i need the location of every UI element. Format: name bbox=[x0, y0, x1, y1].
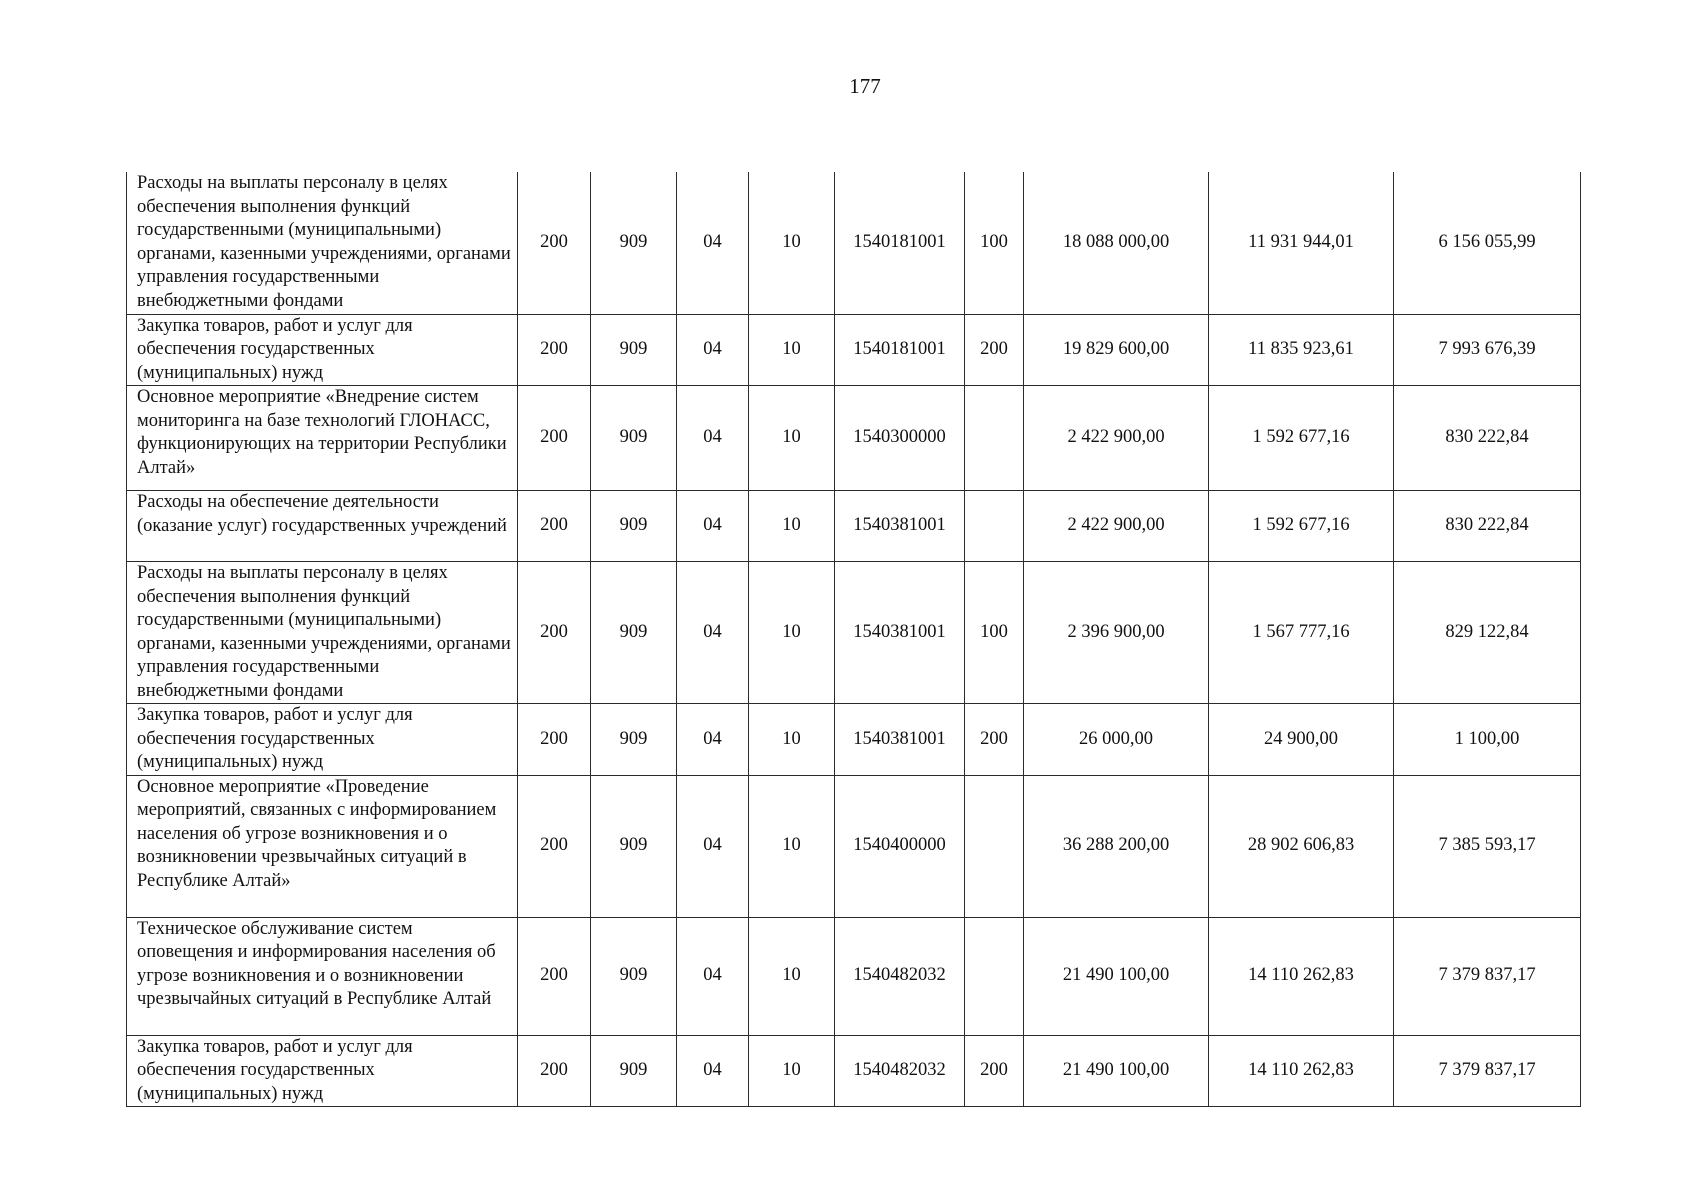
planned-amount-cell: 21 490 100,00 bbox=[1024, 1035, 1209, 1107]
table-row bbox=[127, 1035, 1581, 1107]
section-code-cell: 200 bbox=[518, 314, 591, 386]
description-text: Основное мероприятие «Проведение мероприятий, связанных с информированием населения об угрозе возникновения и о возникновении чрезвычайных ситуаций в Республике Алтай» bbox=[137, 776, 497, 891]
expense-type-cell: 100 bbox=[965, 562, 1024, 704]
table-row bbox=[127, 314, 1581, 386]
table-row bbox=[127, 704, 1581, 776]
chapter-code-cell: 04 bbox=[677, 314, 749, 386]
chapter-code-cell: 04 bbox=[677, 172, 749, 314]
description-text: Основное мероприятие «Внедрение систем мониторинга на базе технологий ГЛОНАСС, функционирующих на территории Республики Алтай» bbox=[137, 387, 507, 478]
executed-amount-cell: 1 567 777,16 bbox=[1209, 562, 1394, 704]
executed-amount-cell: 11 835 923,61 bbox=[1209, 314, 1394, 386]
section-code-cell: 200 bbox=[518, 1035, 591, 1107]
target-article-cell: 1540300000 bbox=[835, 386, 965, 491]
expense-type-cell: 200 bbox=[965, 314, 1024, 386]
executed-amount-cell: 14 110 262,83 bbox=[1209, 1035, 1394, 1107]
target-article-cell: 1540181001 bbox=[835, 172, 965, 314]
subsection-code-cell: 10 bbox=[749, 314, 835, 386]
ministry-code-cell: 909 bbox=[591, 775, 677, 917]
expense-type-cell bbox=[965, 386, 1024, 491]
section-code-cell: 200 bbox=[518, 386, 591, 491]
section-code-cell: 200 bbox=[518, 704, 591, 776]
executed-amount-cell: 24 900,00 bbox=[1209, 704, 1394, 776]
description-cell bbox=[127, 775, 518, 917]
target-article-cell: 1540400000 bbox=[835, 775, 965, 917]
planned-amount-cell: 19 829 600,00 bbox=[1024, 314, 1209, 386]
description-cell bbox=[127, 386, 518, 491]
section-code-cell: 200 bbox=[518, 562, 591, 704]
remaining-amount-cell: 1 100,00 bbox=[1394, 704, 1581, 776]
ministry-code-cell: 909 bbox=[591, 562, 677, 704]
remaining-amount-cell: 830 222,84 bbox=[1394, 491, 1581, 562]
planned-amount-cell: 2 422 900,00 bbox=[1024, 491, 1209, 562]
expense-type-cell bbox=[965, 917, 1024, 1035]
subsection-code-cell: 10 bbox=[749, 704, 835, 776]
subsection-code-cell: 10 bbox=[749, 491, 835, 562]
planned-amount-cell: 26 000,00 bbox=[1024, 704, 1209, 776]
target-article-cell: 1540381001 bbox=[835, 562, 965, 704]
description-text: Расходы на обеспечение деятельности (оказание услуг) государственных учреждений bbox=[137, 492, 507, 536]
description-cell bbox=[127, 917, 518, 1035]
planned-amount-cell: 2 396 900,00 bbox=[1024, 562, 1209, 704]
ministry-code-cell: 909 bbox=[591, 386, 677, 491]
subsection-code-cell: 10 bbox=[749, 917, 835, 1035]
description-cell bbox=[127, 172, 518, 314]
remaining-amount-cell: 7 379 837,17 bbox=[1394, 1035, 1581, 1107]
expense-type-cell bbox=[965, 775, 1024, 917]
executed-amount-cell: 28 902 606,83 bbox=[1209, 775, 1394, 917]
description-text: Расходы на выплаты персоналу в целях обеспечения выполнения функций государственными (муниципальными) органами, казенными учреждениями, органами управления государственными внебюджетными фондами bbox=[137, 173, 511, 311]
chapter-code-cell: 04 bbox=[677, 775, 749, 917]
section-code-cell: 200 bbox=[518, 491, 591, 562]
target-article-cell: 1540482032 bbox=[835, 917, 965, 1035]
page-number: 177 bbox=[849, 74, 881, 98]
chapter-code-cell: 04 bbox=[677, 562, 749, 704]
planned-amount-cell: 2 422 900,00 bbox=[1024, 386, 1209, 491]
description-text: Закупка товаров, работ и услуг для обеспечения государственных (муниципальных) нужд bbox=[137, 315, 413, 383]
budget-table bbox=[126, 172, 1581, 1107]
chapter-code-cell: 04 bbox=[677, 917, 749, 1035]
description-text: Техническое обслуживание систем оповещения и информирования населения об угрозе возникновения и о возникновении чрезвычайных ситуаций в Республике Алтай bbox=[137, 918, 496, 1009]
chapter-code-cell: 04 bbox=[677, 704, 749, 776]
ministry-code-cell: 909 bbox=[591, 314, 677, 386]
chapter-code-cell: 04 bbox=[677, 1035, 749, 1107]
subsection-code-cell: 10 bbox=[749, 172, 835, 314]
expense-type-cell bbox=[965, 491, 1024, 562]
planned-amount-cell: 18 088 000,00 bbox=[1024, 172, 1209, 314]
description-cell bbox=[127, 562, 518, 704]
executed-amount-cell: 14 110 262,83 bbox=[1209, 917, 1394, 1035]
budget-table-body bbox=[127, 172, 1581, 1107]
description-cell bbox=[127, 314, 518, 386]
remaining-amount-cell: 7 993 676,39 bbox=[1394, 314, 1581, 386]
planned-amount-cell: 21 490 100,00 bbox=[1024, 917, 1209, 1035]
table-row bbox=[127, 775, 1581, 917]
subsection-code-cell: 10 bbox=[749, 386, 835, 491]
subsection-code-cell: 10 bbox=[749, 562, 835, 704]
remaining-amount-cell: 6 156 055,99 bbox=[1394, 172, 1581, 314]
expense-type-cell: 100 bbox=[965, 172, 1024, 314]
section-code-cell: 200 bbox=[518, 172, 591, 314]
description-cell bbox=[127, 491, 518, 562]
target-article-cell: 1540181001 bbox=[835, 314, 965, 386]
table-row bbox=[127, 562, 1581, 704]
target-article-cell: 1540381001 bbox=[835, 491, 965, 562]
remaining-amount-cell: 7 379 837,17 bbox=[1394, 917, 1581, 1035]
description-cell bbox=[127, 704, 518, 776]
ministry-code-cell: 909 bbox=[591, 704, 677, 776]
section-code-cell: 200 bbox=[518, 917, 591, 1035]
executed-amount-cell: 1 592 677,16 bbox=[1209, 491, 1394, 562]
table-row bbox=[127, 491, 1581, 562]
subsection-code-cell: 10 bbox=[749, 1035, 835, 1107]
ministry-code-cell: 909 bbox=[591, 491, 677, 562]
chapter-code-cell: 04 bbox=[677, 386, 749, 491]
planned-amount-cell: 36 288 200,00 bbox=[1024, 775, 1209, 917]
chapter-code-cell: 04 bbox=[677, 491, 749, 562]
description-text: Закупка товаров, работ и услуг для обеспечения государственных (муниципальных) нужд bbox=[137, 1036, 413, 1104]
target-article-cell: 1540482032 bbox=[835, 1035, 965, 1107]
table-row bbox=[127, 917, 1581, 1035]
ministry-code-cell: 909 bbox=[591, 917, 677, 1035]
executed-amount-cell: 1 592 677,16 bbox=[1209, 386, 1394, 491]
remaining-amount-cell: 829 122,84 bbox=[1394, 562, 1581, 704]
expense-type-cell: 200 bbox=[965, 1035, 1024, 1107]
expense-type-cell: 200 bbox=[965, 704, 1024, 776]
target-article-cell: 1540381001 bbox=[835, 704, 965, 776]
ministry-code-cell: 909 bbox=[591, 1035, 677, 1107]
ministry-code-cell: 909 bbox=[591, 172, 677, 314]
table-row bbox=[127, 172, 1581, 314]
executed-amount-cell: 11 931 944,01 bbox=[1209, 172, 1394, 314]
subsection-code-cell: 10 bbox=[749, 775, 835, 917]
table-row bbox=[127, 386, 1581, 491]
remaining-amount-cell: 7 385 593,17 bbox=[1394, 775, 1581, 917]
section-code-cell: 200 bbox=[518, 775, 591, 917]
description-text: Закупка товаров, работ и услуг для обеспечения государственных (муниципальных) нужд bbox=[137, 705, 413, 772]
remaining-amount-cell: 830 222,84 bbox=[1394, 386, 1581, 491]
description-cell bbox=[127, 1035, 518, 1107]
description-text: Расходы на выплаты персоналу в целях обеспечения выполнения функций государственными (муниципальными) органами, казенными учреждениями, органами управления государственными внебюджетными фондами bbox=[137, 563, 511, 701]
